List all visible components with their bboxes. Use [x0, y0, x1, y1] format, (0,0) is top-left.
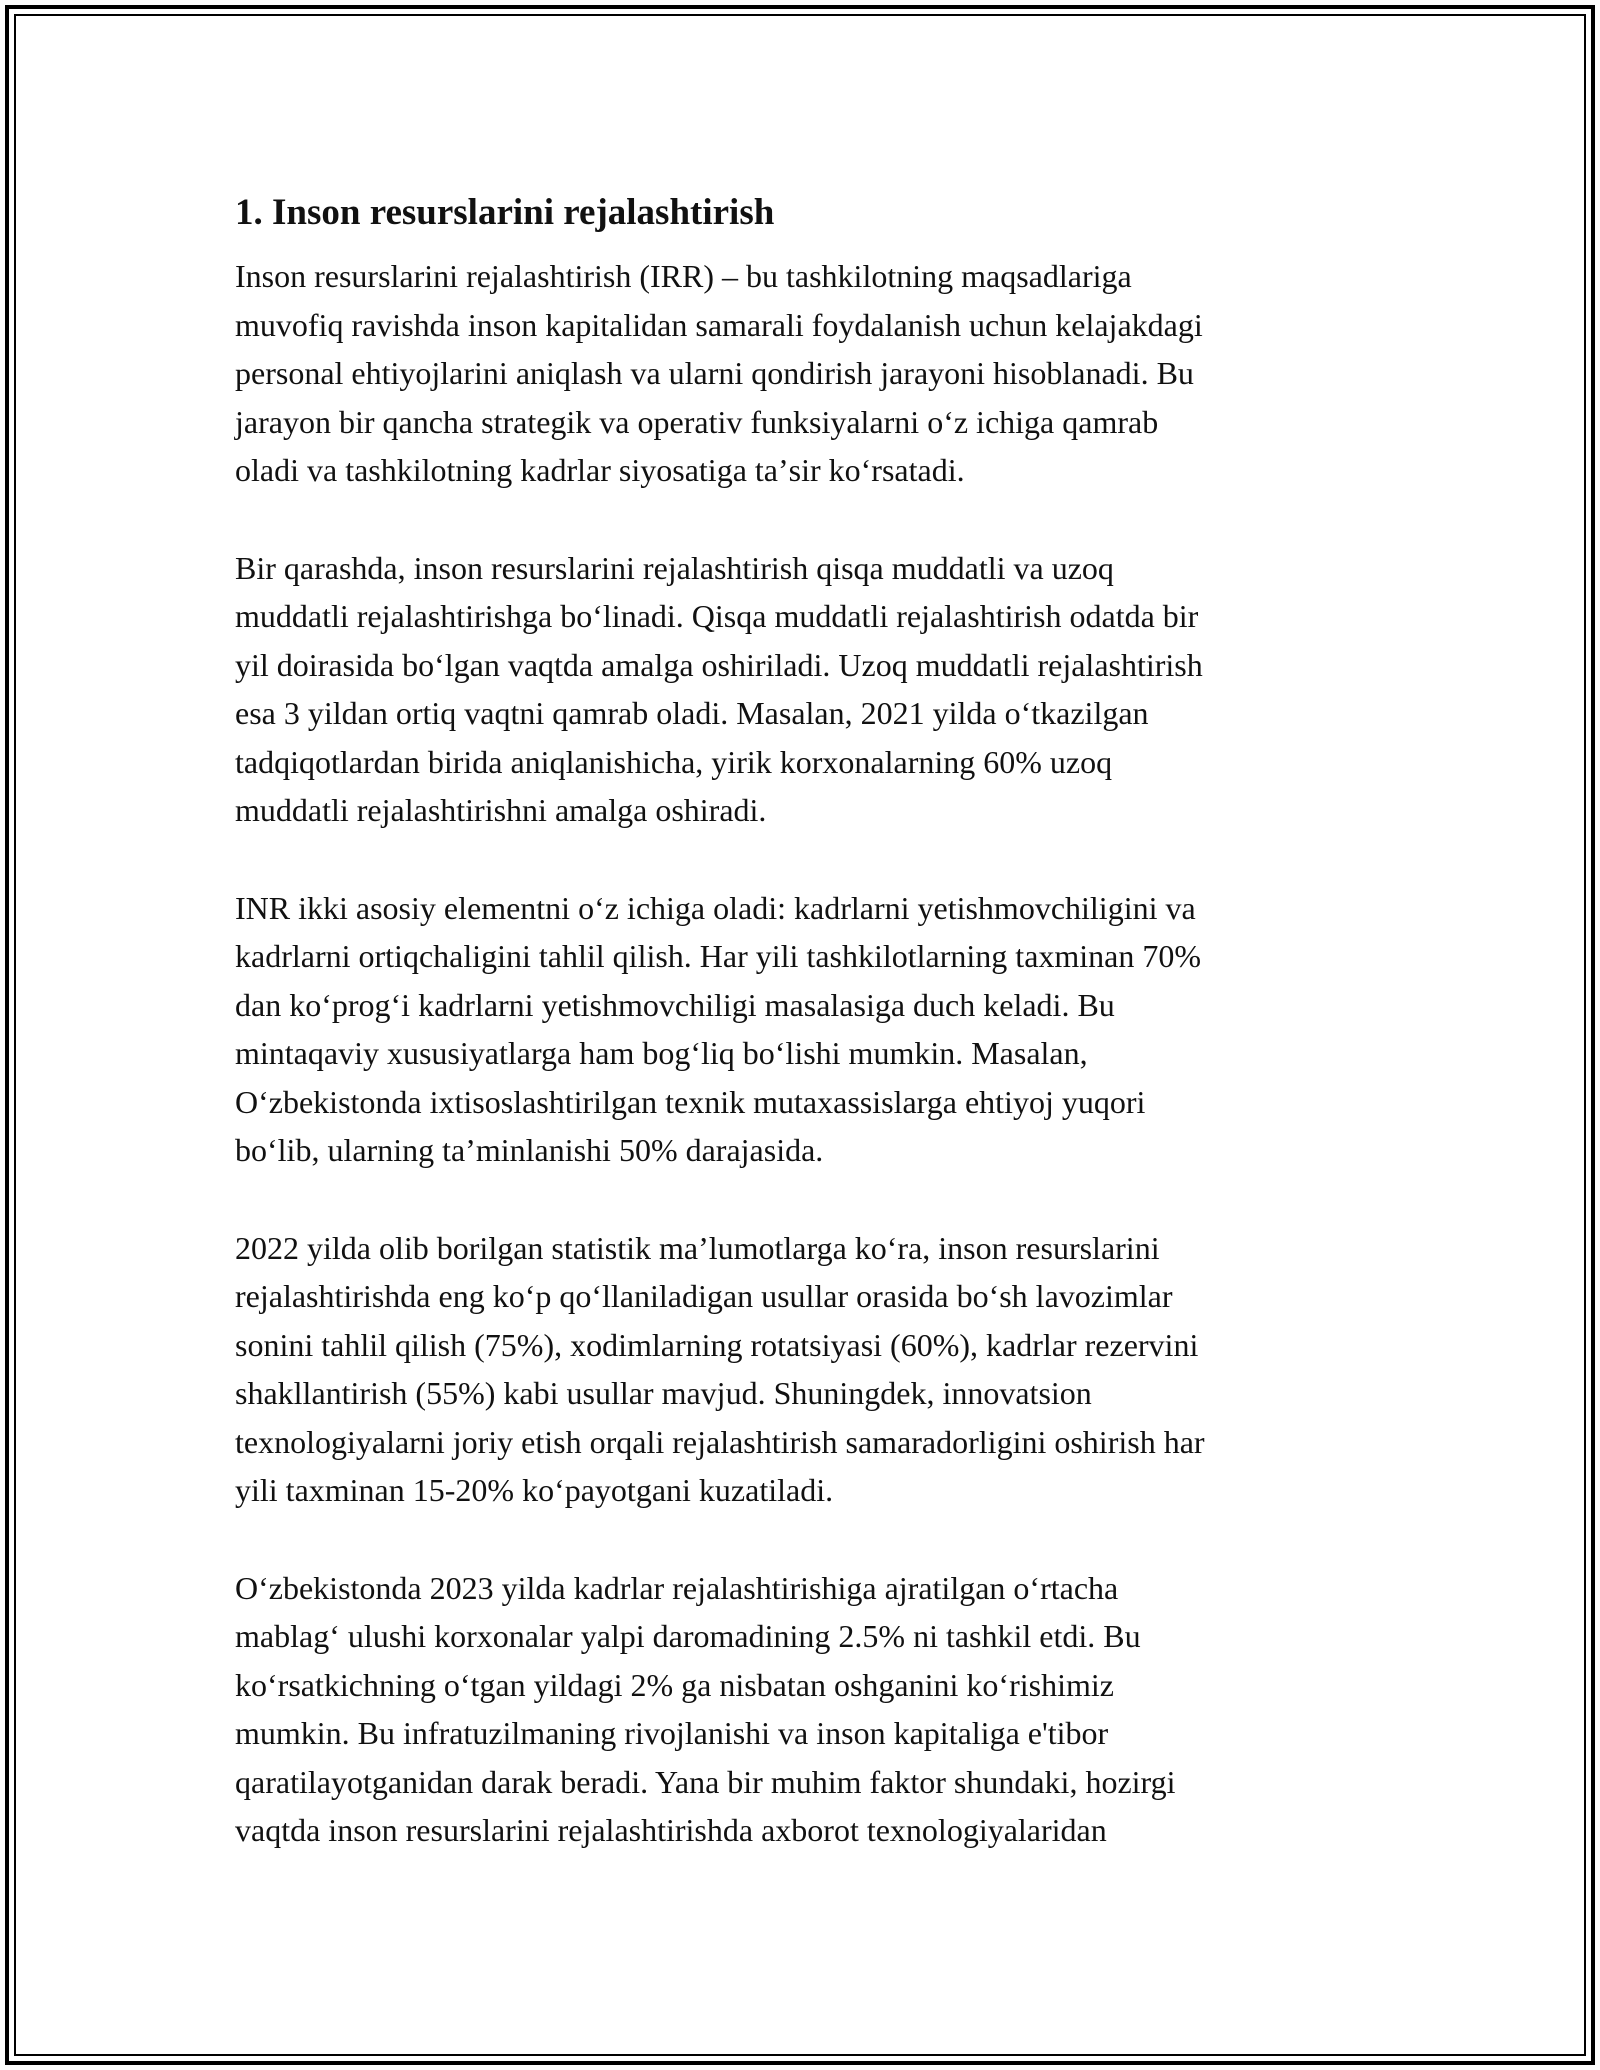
- text-line: oladi va tashkilotning kadrlar siyosatiga taʼsir koʻrsatadi.: [235, 452, 965, 488]
- text-line: yili taxminan 15-20% koʻpayotgani kuzatiladi.: [235, 1472, 834, 1508]
- paragraph-5: [235, 1564, 1365, 1855]
- text-line: shakllantirish (55%) kabi usullar mavjud. Shuningdek, innovatsion: [235, 1375, 1092, 1411]
- text-line: rejalashtirishda eng koʻp qoʻllaniladigan usullar orasida boʻsh lavozimlar: [235, 1278, 1173, 1314]
- text-line: qaratilayotganidan darak beradi. Yana bir muhim faktor shundaki, hozirgi: [235, 1763, 1176, 1800]
- text-line: INR ikki asosiy elementni oʻz ichiga oladi: kadrlarni yetishmovchiligini va: [235, 889, 1196, 926]
- text-line: muvofiq ravishda inson kapitalidan samarali foydalanish uchun kelajakdagi: [235, 306, 1203, 343]
- text-line: mumkin. Bu infratuzilmaning rivojlanishi va inson kapitaliga e'tibor: [235, 1715, 1109, 1751]
- text-line: Bir qarashda, inson resurslarini rejalashtirish qisqa muddatli va uzoq: [235, 549, 1114, 586]
- text-line: tadqiqotlardan birida aniqlanishicha, yirik korxonalarning 60% uzoq: [235, 743, 1113, 780]
- paragraph-1: [235, 252, 1365, 495]
- text-line: mablagʻ ulushi korxonalar yalpi daromadining 2.5% ni tashkil etdi. Bu: [235, 1618, 1141, 1654]
- document-body: [235, 186, 1365, 1904]
- text-line: 2022 yilda olib borilgan statistik maʼlumotlarga koʻra, inson resurslarini: [235, 1229, 1160, 1266]
- paragraph-2: [235, 544, 1365, 835]
- text-line: personal ehtiyojlarini aniqlash va ularni qondirish jarayoni hisoblanadi. Bu: [235, 355, 1194, 391]
- text-line: dan koʻprogʻi kadrlarni yetishmovchiligi masalasiga duch keladi. Bu: [235, 986, 1115, 1023]
- text-line: kadrlarni ortiqchaligini tahlil qilish. Har yili tashkilotlarning taxminan 70%: [235, 938, 1202, 974]
- text-line: boʻlib, ularning taʼminlanishi 50% darajasida.: [235, 1132, 824, 1168]
- text-line: jarayon bir qancha strategik va operativ funksiyalarni oʻz ichiga qamrab: [235, 403, 1159, 440]
- text-line: vaqtda inson resurslarini rejalashtirishda axborot texnologiyalaridan: [235, 1812, 1107, 1848]
- text-line: esa 3 yildan ortiq vaqtni qamrab oladi. Masalan, 2021 yilda oʻtkazilgan: [235, 695, 1149, 731]
- text-line: mintaqaviy xususiyatlarga ham bogʻliq boʻlishi mumkin. Masalan,: [235, 1035, 1088, 1071]
- paragraph-4: [235, 1224, 1365, 1515]
- text-line: Oʻzbekistonda ixtisoslashtirilgan texnik mutaxassislarga ehtiyoj yuqori: [235, 1083, 1146, 1120]
- text-line: koʻrsatkichning oʻtgan yildagi 2% ga nisbatan oshganini koʻrishimiz: [235, 1666, 1114, 1703]
- text-line: Oʻzbekistonda 2023 yilda kadrlar rejalashtirishiga ajratilgan oʻrtacha: [235, 1569, 1119, 1606]
- text-line: sonini tahlil qilish (75%), xodimlarning rotatsiyasi (60%), kadrlar rezervini: [235, 1326, 1199, 1363]
- text-line: yil doirasida boʻlgan vaqtda amalga oshiriladi. Uzoq muddatli rejalashtirish: [235, 646, 1203, 683]
- paragraph-3: [235, 884, 1365, 1175]
- text-line: muddatli rejalashtirishga boʻlinadi. Qisqa muddatli rejalashtirish odatda bir: [235, 598, 1199, 634]
- text-line: Inson resurslarini rejalashtirish (IRR) – bu tashkilotning maqsadlariga: [235, 258, 1132, 294]
- section-heading: 1. Inson resurslarini rejalashtirish: [235, 192, 775, 233]
- text-line: muddatli rejalashtirishni amalga oshiradi.: [235, 792, 767, 828]
- text-line: texnologiyalarni joriy etish orqali rejalashtirish samaradorligini oshirish har: [235, 1423, 1205, 1460]
